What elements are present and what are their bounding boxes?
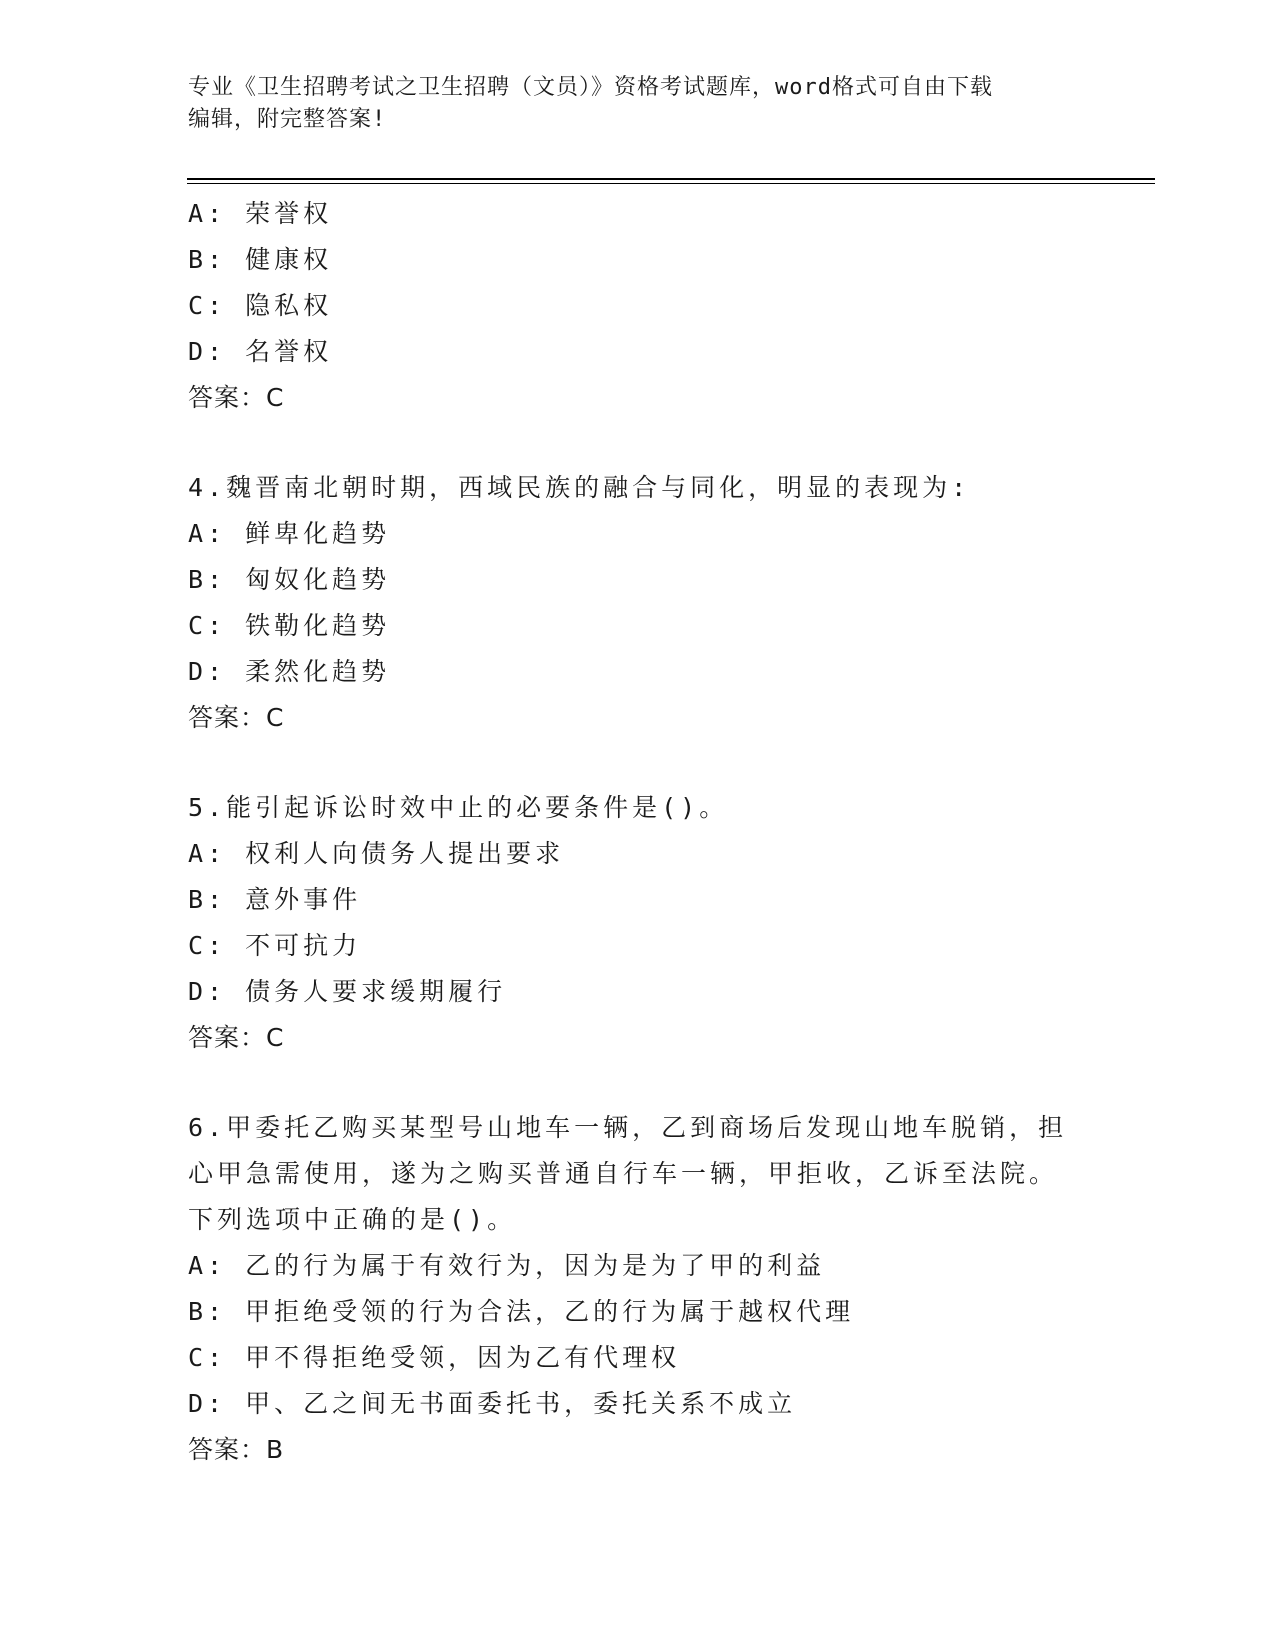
option-a: A: 权利人向债务人提出要求 — [188, 839, 565, 868]
header-line-2: 编辑，附完整答案! — [188, 107, 387, 132]
answer-line: 答案：C — [188, 1023, 285, 1052]
option-b: B: 匈奴化趋势 — [188, 565, 391, 594]
question-spacer — [188, 741, 1088, 785]
question-3 — [188, 191, 1088, 421]
question-stem-line-3: 下列选项中正确的是()。 — [188, 1205, 517, 1234]
option-d: D: 甲、乙之间无书面委托书，委托关系不成立 — [188, 1389, 797, 1418]
option-c: C: 隐私权 — [188, 291, 333, 320]
option-c: C: 不可抗力 — [188, 931, 362, 960]
question-stem-line-2: 心甲急需使用，遂为之购买普通自行车一辆，甲拒收，乙诉至法院。 — [188, 1159, 1059, 1188]
question-stem-line-1: 6.甲委托乙购买某型号山地车一辆，乙到商场后发现山地车脱销，担 — [188, 1113, 1068, 1142]
question-spacer — [188, 421, 1088, 465]
document-header — [188, 72, 1088, 136]
option-b: B: 健康权 — [188, 245, 333, 274]
answer-line: 答案：C — [188, 703, 285, 732]
answer-line: 答案：C — [188, 383, 285, 412]
question-4 — [188, 465, 1088, 741]
option-d: D: 债务人要求缓期履行 — [188, 977, 507, 1006]
answer-line: 答案：B — [188, 1435, 285, 1464]
option-b: B: 意外事件 — [188, 885, 362, 914]
option-a: A: 鲜卑化趋势 — [188, 519, 391, 548]
question-stem: 5.能引起诉讼时效中止的必要条件是()。 — [188, 793, 729, 822]
option-c: C: 铁勒化趋势 — [188, 611, 391, 640]
option-d: D: 名誉权 — [188, 337, 333, 366]
header-rule-thin — [187, 183, 1155, 184]
option-a: A: 乙的行为属于有效行为，因为是为了甲的利益 — [188, 1251, 826, 1280]
question-5 — [188, 785, 1088, 1061]
question-6 — [188, 1105, 1088, 1473]
question-list — [188, 191, 1088, 1473]
question-stem: 4.魏晋南北朝时期，西域民族的融合与同化，明显的表现为: — [188, 473, 971, 502]
question-spacer — [188, 1061, 1088, 1105]
header-line-1: 专业《卫生招聘考试之卫生招聘（文员）》资格考试题库，word格式可自由下载 — [188, 75, 993, 100]
option-d: D: 柔然化趋势 — [188, 657, 391, 686]
header-rule-thick — [187, 178, 1155, 180]
option-a: A: 荣誉权 — [188, 199, 333, 228]
option-b: B: 甲拒绝受领的行为合法，乙的行为属于越权代理 — [188, 1297, 855, 1326]
option-c: C: 甲不得拒绝受领，因为乙有代理权 — [188, 1343, 681, 1372]
